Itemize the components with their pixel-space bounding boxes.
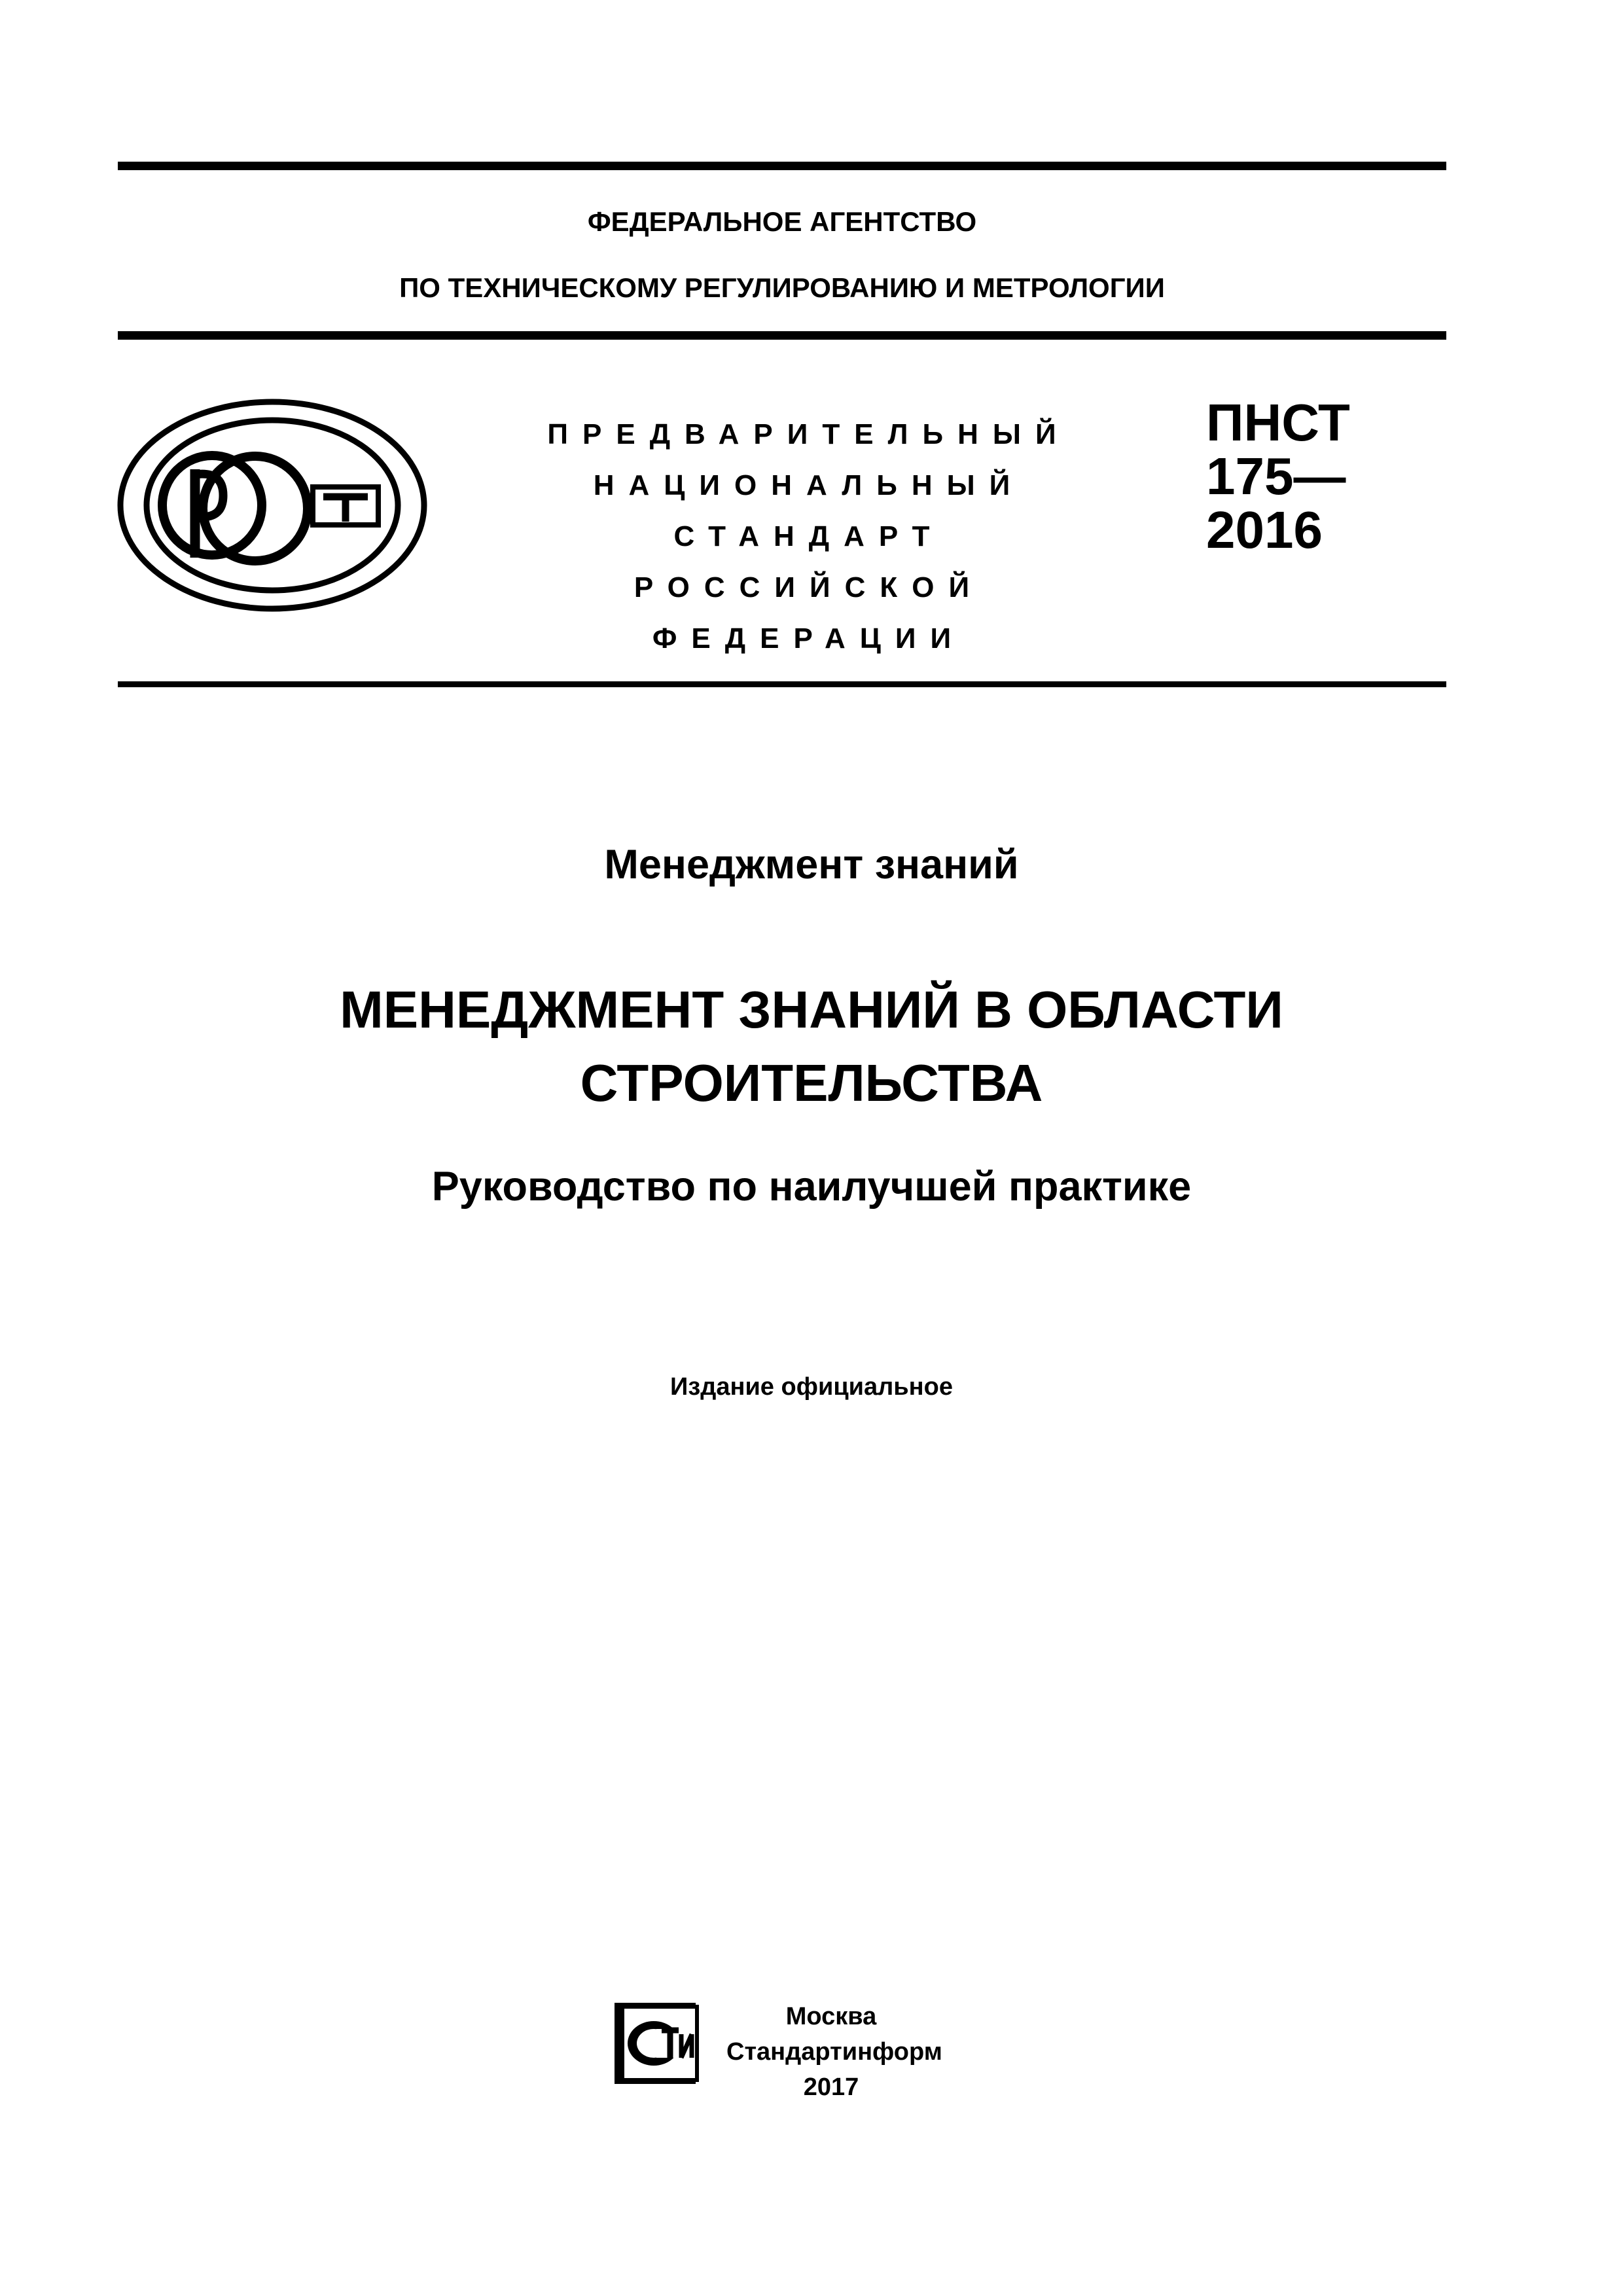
agency-name-line-1: ФЕДЕРАЛЬНОЕ АГЕНТСТВО [587,206,977,237]
standard-type-line: ФЕДЕРАЦИИ [652,622,966,655]
header-middle-rule [118,331,1446,340]
standard-number-code: 175— [1206,447,1346,505]
document-subject: Менеджмент знаний [604,842,1019,888]
standard-number-prefix: ПНСТ [1206,393,1350,452]
agency-name-line-2: ПО ТЕХНИЧЕСКОМУ РЕГУЛИРОВАНИЮ И МЕТРОЛОГИИ [399,272,1165,303]
document-subtitle: Руководство по наилучшей практике [431,1164,1192,1210]
imprint [726,1999,942,2105]
document-title-line: МЕНЕДЖМЕНТ ЗНАНИЙ В ОБЛАСТИ [340,980,1283,1039]
standard-type [547,409,1071,664]
imprint-city: Москва [785,2003,877,2030]
standard-type-line: ПРЕДВАРИТЕЛЬНЫЙ [547,418,1071,450]
standard-number-year: 2016 [1206,501,1323,559]
header-bottom-rule [118,681,1446,687]
document-title-line: СТРОИТЕЛЬСТВА [580,1054,1043,1112]
imprint-year: 2017 [803,2073,859,2101]
edition-note: Издание официальное [670,1373,953,1401]
rst-mark-icon [115,397,429,613]
standard-number [1206,393,1350,559]
standard-type-line: РОССИЙСКОЙ [633,571,984,603]
standard-type-line: НАЦИОНАЛЬНЫЙ [593,469,1025,501]
document-title [0,973,1623,1120]
standartinform-logo-icon [611,1998,702,2089]
standard-type-line: СТАНДАРТ [673,520,944,552]
header-top-rule [118,162,1446,170]
imprint-publisher: Стандартинформ [726,2038,942,2066]
